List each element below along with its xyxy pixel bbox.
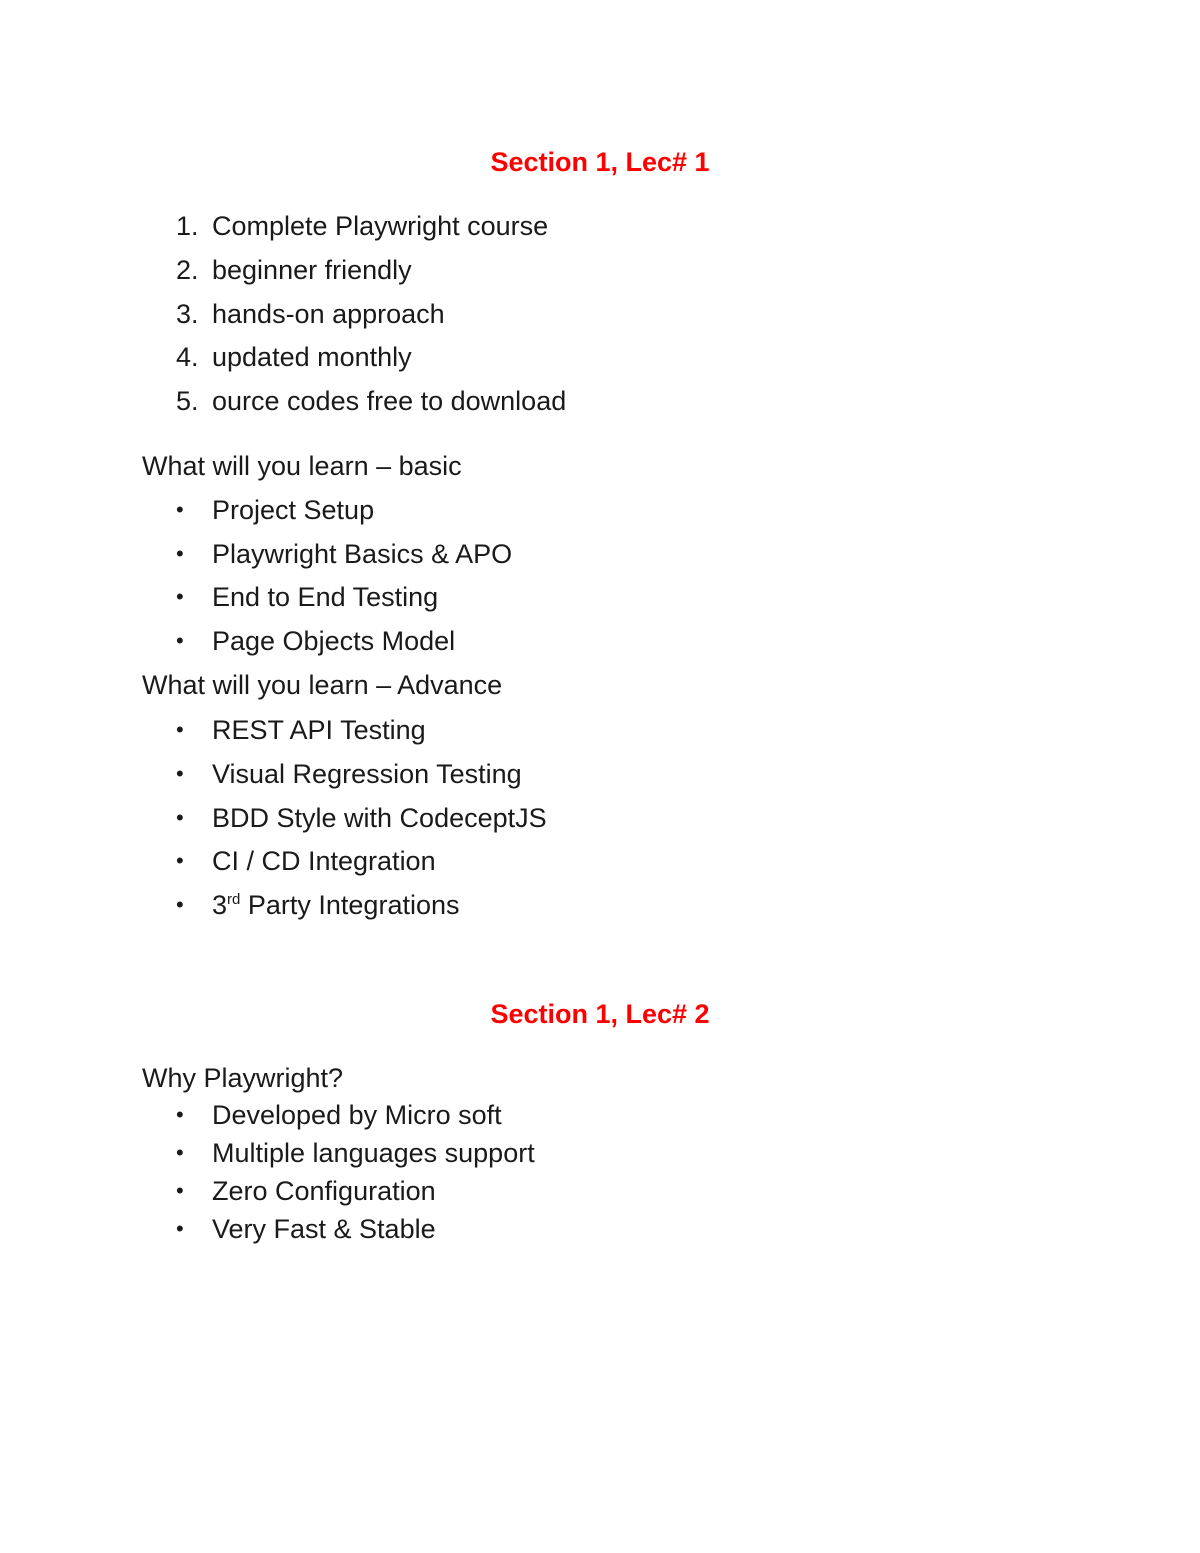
list-item: End to End Testing [212, 582, 439, 612]
bullet-icon: • [176, 1140, 184, 1165]
section-1-heading: Section 1, Lec# 1 [490, 147, 710, 177]
list-item: Very Fast & Stable [212, 1214, 436, 1244]
list-item: Developed by Micro soft [212, 1100, 502, 1130]
bullet-icon: • [176, 497, 184, 522]
bullet-icon: • [176, 848, 184, 873]
basic-learn-title: What will you learn – basic [142, 451, 462, 481]
list-item: Visual Regression Testing [212, 759, 522, 789]
list-item: CI / CD Integration [212, 846, 436, 876]
list-item: Project Setup [212, 495, 375, 525]
bullet-icon: • [176, 805, 184, 830]
list-item: Zero Configuration [212, 1176, 436, 1206]
bullet-icon: • [176, 584, 184, 609]
list-item: BDD Style with CodeceptJS [212, 803, 547, 833]
list-item: Multiple languages support [212, 1138, 535, 1168]
ordinal-number: 3 [212, 890, 228, 920]
list-number: 1. [176, 211, 199, 241]
bullet-icon: • [176, 892, 184, 917]
list-item: Page Objects Model [212, 626, 456, 656]
bullet-icon: • [176, 717, 184, 742]
list-item: Complete Playwright course [212, 211, 549, 241]
bullet-icon: • [176, 1178, 184, 1203]
list-number: 5. [176, 386, 199, 416]
list-item: hands-on approach [212, 299, 445, 329]
ordinal-suffix: rd [227, 891, 241, 908]
advance-learn-title: What will you learn – Advance [142, 670, 503, 700]
bullet-icon: • [176, 761, 184, 786]
list-item: Playwright Basics & APO [212, 539, 513, 569]
list-number: 4. [176, 342, 199, 372]
list-number: 3. [176, 299, 199, 329]
bullet-icon: • [176, 1216, 184, 1241]
bullet-icon: • [176, 541, 184, 566]
bullet-icon: • [176, 628, 184, 653]
list-item: updated monthly [212, 342, 412, 372]
third-party-text: Party Integrations [240, 890, 460, 920]
list-number: 2. [176, 255, 199, 285]
list-item-third-party [212, 888, 460, 922]
why-title: Why Playwright? [142, 1063, 344, 1093]
bullet-icon: • [176, 1102, 184, 1127]
list-item: REST API Testing [212, 715, 426, 745]
list-item: ource codes free to download [212, 386, 567, 416]
list-item: beginner friendly [212, 255, 412, 285]
section-2-heading: Section 1, Lec# 2 [490, 999, 710, 1029]
